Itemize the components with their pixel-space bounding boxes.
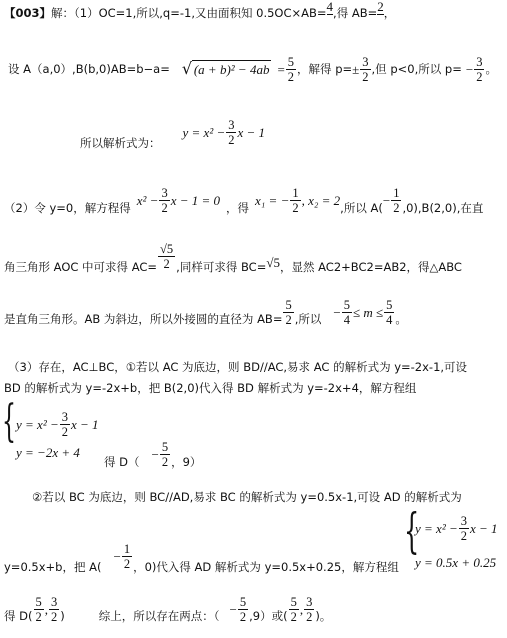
equation: x₁ = − xyxy=(255,193,290,208)
text: ，9） xyxy=(171,454,202,469)
fraction xyxy=(391,186,401,215)
line-9: ②若以 BC 为底边，则 BC//AD,易求 BC 的解析式为 y=0.5x-1,可设 AD 的解析式为 xyxy=(32,490,462,504)
sqrt-expression xyxy=(181,58,272,78)
text: = xyxy=(277,62,285,77)
fraction xyxy=(60,410,70,439)
text: ，得 xyxy=(226,200,250,215)
denominator: 2 xyxy=(123,557,131,572)
fraction xyxy=(160,440,170,469)
text: ，0)代入得 AD 解析式为 y=0.5x+0.25，解方程组 xyxy=(133,560,399,574)
text: 解：（1）OC=1,所以,q=-1,又由面积知 0.5OC×AB= xyxy=(51,6,327,20)
numerator: 3 xyxy=(161,186,168,200)
numerator: 5 xyxy=(285,298,292,312)
denominator: 2 xyxy=(362,70,369,84)
numerator: 1 xyxy=(393,186,400,200)
denominator: 2 xyxy=(161,455,169,469)
equation: x² − xyxy=(136,193,159,208)
problem-tag: 【003】 xyxy=(4,6,52,20)
text: y=0.5x+b，把 A( xyxy=(4,560,102,574)
system-2-row-2: y = 0.5x + 0.25 xyxy=(415,555,497,570)
denominator: 2 xyxy=(460,529,467,543)
equation: x − 1 xyxy=(469,521,498,536)
fraction xyxy=(159,186,169,215)
denominator: 2 xyxy=(292,201,299,215)
text: , xyxy=(299,602,304,617)
text: ,但 p<0,所以 p= xyxy=(371,61,462,76)
denominator: 2 xyxy=(393,201,400,215)
fraction xyxy=(289,595,299,624)
fraction xyxy=(283,298,293,327)
numerator: 3 xyxy=(51,595,58,609)
fraction xyxy=(360,55,370,84)
text: ± xyxy=(352,62,360,77)
text: − xyxy=(113,549,121,565)
numerator: 1 xyxy=(292,186,299,200)
denominator: 2 xyxy=(239,610,247,624)
equation: y = x² − xyxy=(415,521,458,536)
text: − xyxy=(333,305,341,320)
text: − xyxy=(465,62,474,77)
text: ) xyxy=(60,608,65,623)
denominator: 2 xyxy=(61,425,68,439)
fraction xyxy=(226,118,236,147)
fraction xyxy=(34,595,44,624)
fraction xyxy=(304,595,314,624)
numerator: 3 xyxy=(61,410,68,424)
line-6 xyxy=(4,298,407,327)
line-7: （3）存在，AC⊥BC，①若以 AC 为底边，则 BD//AC,易求 AC 的解析式为 y=-2x-1,可设 xyxy=(8,360,468,374)
text: 。 xyxy=(395,311,407,326)
fraction xyxy=(286,55,296,84)
value: √5 xyxy=(266,255,280,271)
text: − xyxy=(382,193,391,208)
numerator: 5 xyxy=(161,440,169,454)
fraction xyxy=(474,55,484,84)
value: 2 xyxy=(377,0,384,14)
fraction xyxy=(290,186,300,215)
denominator: 2 xyxy=(161,201,168,215)
denominator: 2 xyxy=(306,610,313,624)
text: ,同样可求得 BC= xyxy=(176,260,267,274)
denominator: 2 xyxy=(228,133,235,148)
system-1-row-2: y = −2x + 4 xyxy=(16,445,80,460)
denominator: 2 xyxy=(287,70,295,84)
system-2-row-1 xyxy=(415,514,498,543)
text: 角三角形 AOC 中可求得 AC= xyxy=(4,260,158,274)
text: ,0),B(2,0),在直 xyxy=(402,200,484,215)
fraction xyxy=(342,298,352,327)
line-5 xyxy=(4,240,462,274)
text: )。 xyxy=(315,608,332,623)
denominator: 2 xyxy=(285,313,292,327)
system-1-row-1 xyxy=(16,410,99,439)
numerator: 1 xyxy=(123,542,131,557)
sqrt-icon: √ xyxy=(181,58,193,78)
text: ,9）或( xyxy=(249,608,288,623)
system-1-result xyxy=(104,440,201,469)
numerator: 3 xyxy=(476,55,483,69)
line-8: BD 的解析式为 y=-2x+b，把 B(2,0)代入得 BD 解析式为 y=-2x+4，解方程组 xyxy=(4,381,417,395)
fraction xyxy=(49,595,59,624)
line-3 xyxy=(80,116,265,150)
text: 得 D( xyxy=(4,608,33,623)
fraction xyxy=(158,242,175,271)
equation: x − 1 xyxy=(70,417,99,432)
fraction xyxy=(459,514,469,543)
text: 综上，所以存在两点：（ xyxy=(98,608,220,623)
text: ，显然 AC2+BC2=AB2，得△ABC xyxy=(279,260,462,274)
left-brace-icon: { xyxy=(404,503,420,559)
numerator: 5 xyxy=(287,55,295,69)
text: 。 xyxy=(485,61,497,76)
text: , xyxy=(44,602,48,617)
text: ， xyxy=(383,6,396,20)
value: 4 xyxy=(326,0,334,14)
fraction xyxy=(122,542,132,571)
line-2 xyxy=(8,55,497,84)
text: − xyxy=(229,602,237,617)
text: ,得 AB= xyxy=(333,6,378,20)
text: 得 D（ xyxy=(104,454,140,469)
numerator: 3 xyxy=(362,55,369,69)
equation: y = x² − xyxy=(182,125,226,141)
numerator: 3 xyxy=(228,118,235,133)
line-10 xyxy=(4,540,399,574)
fraction xyxy=(384,298,394,327)
numerator: 3 xyxy=(460,514,467,528)
text: 所以解析式为： xyxy=(80,136,161,150)
text: ,所以 A( xyxy=(340,200,383,215)
left-brace-icon: { xyxy=(2,396,16,447)
numerator: 5 xyxy=(290,595,297,609)
denominator: 2 xyxy=(163,257,170,272)
equation: , x₂ = 2 xyxy=(301,193,341,208)
denominator: 2 xyxy=(290,610,297,624)
text: − xyxy=(151,447,159,462)
line-4 xyxy=(4,186,483,215)
line-11 xyxy=(4,595,331,624)
numerator: 3 xyxy=(306,595,313,609)
text: ,所以 xyxy=(294,311,322,326)
line-1 xyxy=(4,0,396,20)
fraction xyxy=(238,595,248,624)
denominator: 4 xyxy=(386,313,393,327)
radicand: (a + b)² − 4ab xyxy=(193,61,270,77)
numerator: 5 xyxy=(343,298,350,312)
inequality: ≤ m ≤ xyxy=(352,305,384,320)
equation: x − 1 xyxy=(237,125,266,141)
text: （2）令 y=0，解方程得 xyxy=(4,200,131,215)
denominator: 4 xyxy=(343,313,350,327)
text: 是直角三角形。AB 为斜边，所以外接圆的直径为 AB= xyxy=(4,311,283,326)
numerator: 5 xyxy=(35,595,42,609)
denominator: 2 xyxy=(51,610,58,624)
equation: x − 1 = 0 xyxy=(170,193,221,208)
denominator: 2 xyxy=(35,610,42,624)
text: ，解得 p= xyxy=(297,61,353,76)
numerator: 5 xyxy=(239,595,247,609)
numerator: √5 xyxy=(160,242,174,257)
equation: y = x² − xyxy=(16,417,59,432)
text: 设 A（a,0）,B(b,0)AB=b−a= xyxy=(8,61,170,76)
denominator: 2 xyxy=(476,70,483,84)
numerator: 5 xyxy=(386,298,393,312)
